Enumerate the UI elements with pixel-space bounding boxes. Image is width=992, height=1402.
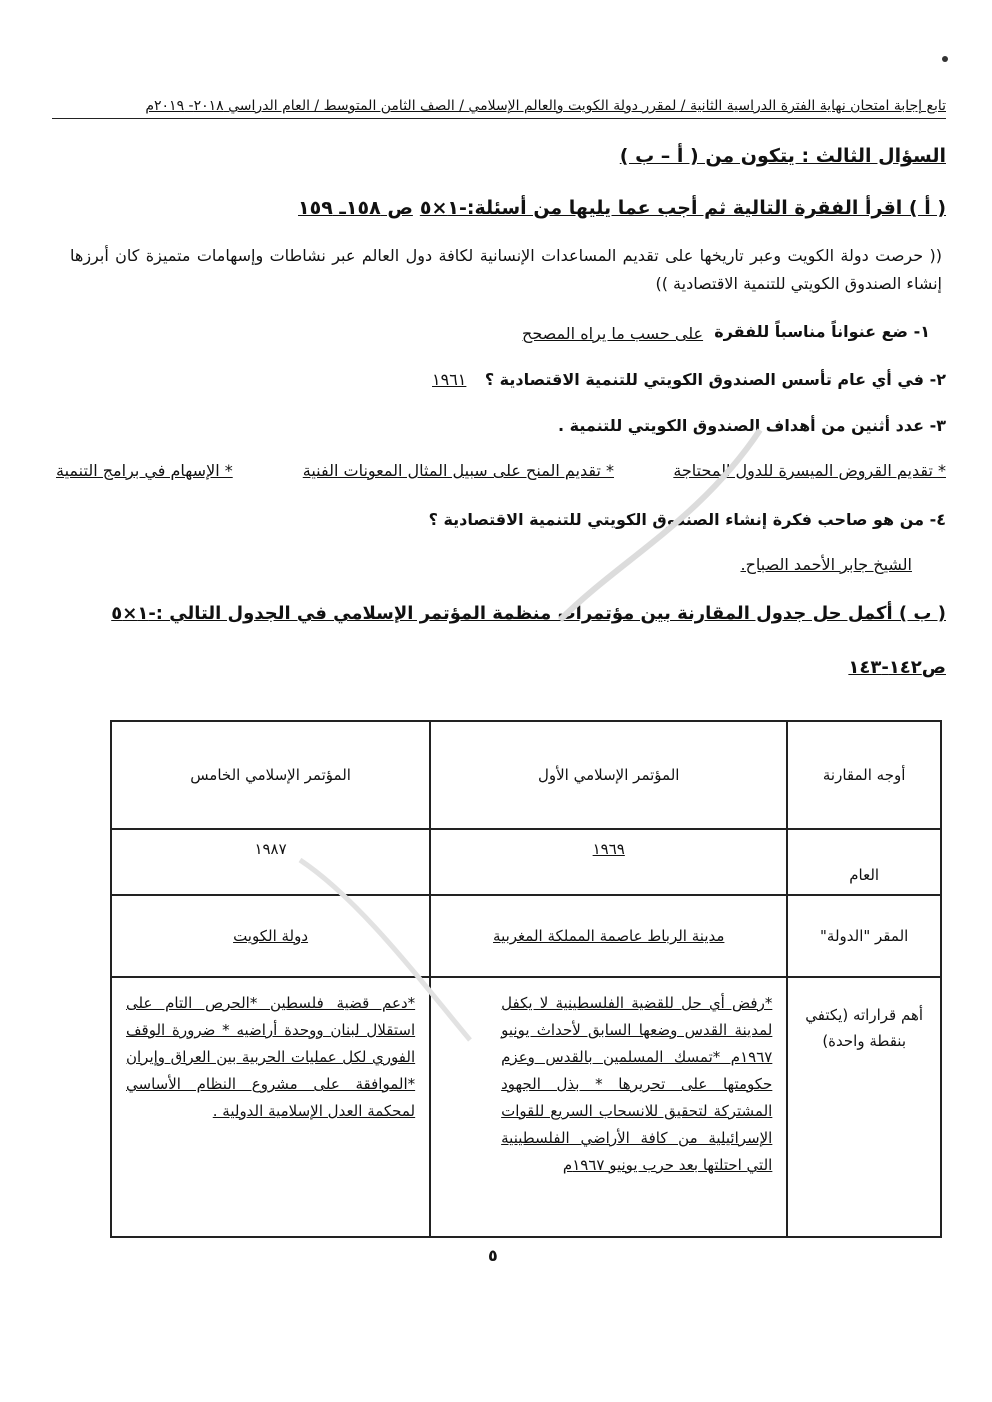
cell-first-decisions — [430, 977, 787, 1237]
header-first-conference — [430, 721, 787, 829]
row-label-year — [787, 829, 941, 895]
cell-fifth-location-text: دولة الكويت — [233, 927, 309, 945]
part-a-pages: ص ١٥٨ـ ١٥٩ — [298, 197, 413, 219]
header-fifth-conference — [111, 721, 430, 829]
part-a-title: ( أ ) اقرأ الفقرة التالية ثم أجب عما يليها من أسئلة:-١×٥ — [419, 197, 946, 219]
part-b-title: ( ب ) أكمل حل جدول المقارنة بين مؤتمرات منظمة المؤتمر الإسلامي في الجدول التالي :-١×٥ — [111, 603, 946, 624]
answer-3-item-3: * الإسهام في برامج التنمية — [56, 461, 233, 480]
header-rule — [52, 118, 946, 119]
answer-3-item-1: * تقديم القروض الميسرة للدول المحتاجة — [673, 461, 946, 480]
cell-first-year — [430, 829, 787, 895]
cell-fifth-location — [111, 895, 430, 977]
cell-first-decisions-text: *رفض أي حل للقضية الفلسطينية لا يكفل لمدينة القدس وضعها السابق لأحداث يونيو ١٩٦٧م *تمسك المسلمين بالقدس وعزم حكومتها على تحريرها * بذل الجهود المشتركة لتحقيق للانسحاب السريع للقوات الإسرائيلية من كافة الأراضي الفلسطينية التي احتلتها بعد حرب يونيو ١٩٦٧م — [501, 994, 773, 1174]
row-label-decisions — [787, 977, 941, 1237]
cell-fifth-decisions-text: *دعم قضية فلسطين *الحرص التام على استقلال لبنان ووحدة أراضيه * ضرورة الوقف الفوري لكل عمليات الحربية بين العراق وإيران *الموافقة على مشروع النظام الأساسي لمحكمة العدل الإسلامية الدولية . — [126, 994, 416, 1120]
header-fifth-label: المؤتمر الإسلامي الخامس — [190, 766, 351, 784]
row-label-location — [787, 895, 941, 977]
table-row-year — [111, 829, 941, 895]
answer-1: على حسب ما يراه المصحح — [522, 324, 704, 343]
question-1: ١- ضع عنواناً مناسباً للفقرة — [714, 322, 930, 341]
page-number: ٥ — [488, 1246, 498, 1265]
row-label-location-text: المقر "الدولة" — [820, 927, 909, 945]
cell-first-year-text: ١٩٦٩ — [592, 840, 625, 858]
question-3: ٣- عدد أثنين من أهداف الصندوق الكويتي للتنمية . — [558, 416, 946, 435]
part-b-pages: ص١٤٢-١٤٣ — [848, 657, 946, 678]
cell-first-location-text: مدينة الرباط عاصمة المملكة المغربية — [493, 927, 725, 945]
answer-3-item-2: * تقديم المنح على سبيل المثال المعونات الفنية — [302, 461, 614, 480]
question-4: ٤- من هو صاحب فكرة إنشاء الصندوق الكويتي للتنمية الاقتصادية ؟ — [428, 510, 946, 529]
question-2: ٢- في أي عام تأسس الصندوق الكويتي للتنمية الاقتصادية ؟ — [484, 370, 946, 389]
cell-fifth-decisions — [111, 977, 430, 1237]
question-3-title: السؤال الثالث : يتكون من ( أ – ب ) — [619, 145, 946, 167]
answer-2: ١٩٦١ — [432, 370, 467, 389]
comparison-table — [110, 720, 942, 1238]
answer-4: الشيخ جابر الأحمد الصباح. — [740, 555, 912, 574]
header-first-label: المؤتمر الإسلامي الأول — [537, 766, 680, 784]
table-row-location — [111, 895, 941, 977]
reading-paragraph: (( حرصت دولة الكويت وعبر تاريخها على تقديم المساعدات الإنسانية لكافة دول العالم عبر نشاطات وإسهامات متميزة كان أبرزها إنشاء الصندوق الكويتي للتنمية الاقتصادية )) — [70, 246, 942, 293]
cell-fifth-year-text: ١٩٨٧ — [254, 840, 287, 858]
cell-first-location — [430, 895, 787, 977]
row-label-year-text: العام — [849, 866, 880, 884]
header-aspects — [787, 721, 941, 829]
cell-fifth-year — [111, 829, 430, 895]
corner-mark — [942, 56, 948, 62]
row-label-decisions-text: أهم قراراته (يكتفي بنقطة واحدة) — [805, 1006, 924, 1050]
table-row-decisions — [111, 977, 941, 1237]
table-header-row — [111, 721, 941, 829]
page-header: تابع إجابة امتحان نهاية الفترة الدراسية الثانية / لمقرر دولة الكويت والعالم الإسلامي / الصف الثامن المتوسط / العام الدراسي ٢٠١٨- ٢٠١٩م — [145, 98, 946, 114]
header-aspects-label: أوجه المقارنة — [822, 766, 906, 784]
